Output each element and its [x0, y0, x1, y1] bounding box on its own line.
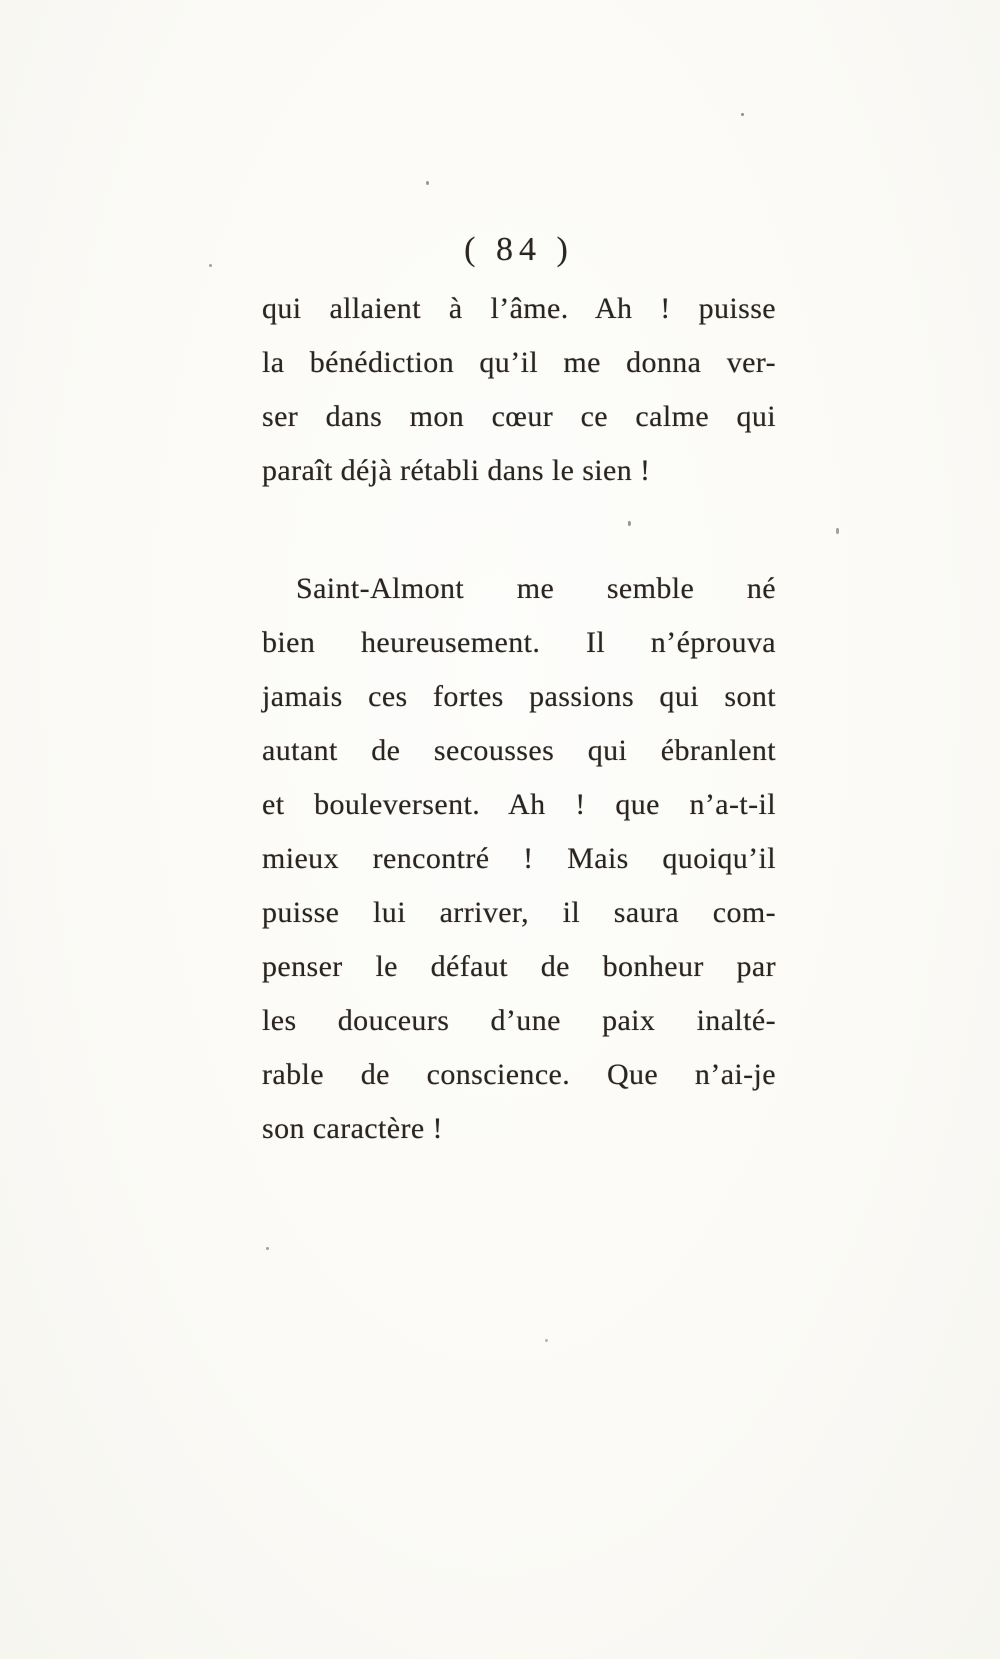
text-line: jamais ces fortes passions qui sont: [262, 680, 776, 713]
paragraph-saint-almont: [262, 562, 776, 1156]
text-line: les douceurs d’une paix inalté-: [262, 1004, 776, 1037]
text-line: la bénédiction qu’il me donna ver-: [262, 346, 776, 379]
text-line: qui allaient à l’âme. Ah ! puisse: [262, 292, 776, 325]
text-line: autant de secousses qui ébranlent: [262, 734, 776, 767]
text-line: mieux rencontré ! Mais quoiqu’il: [262, 842, 776, 875]
text-line: son caractère !: [262, 1112, 443, 1145]
scan-speck: [545, 1339, 548, 1342]
page-number: ( 84 ): [464, 231, 574, 268]
scan-speck: [426, 181, 429, 185]
scan-speck: [836, 528, 839, 534]
text-line: ser dans mon cœur ce calme qui: [262, 400, 776, 433]
text-line: penser le défaut de bonheur par: [262, 950, 776, 983]
scan-speck: [741, 113, 744, 116]
text-line: paraît déjà rétabli dans le sien !: [262, 454, 651, 487]
text-line: et bouleversent. Ah ! que n’a-t-il: [262, 788, 776, 821]
text-line: bien heureusement. Il n’éprouva: [262, 626, 776, 659]
text-line: Saint-Almont me semble né: [296, 572, 776, 605]
text-line: rable de conscience. Que n’ai-je: [262, 1058, 776, 1091]
scan-speck: [266, 1247, 269, 1250]
paragraph-continued: [262, 282, 776, 498]
scan-speck: [209, 264, 212, 267]
text-block: [262, 222, 776, 1156]
text-line: puisse lui arriver, il saura com-: [262, 896, 776, 929]
